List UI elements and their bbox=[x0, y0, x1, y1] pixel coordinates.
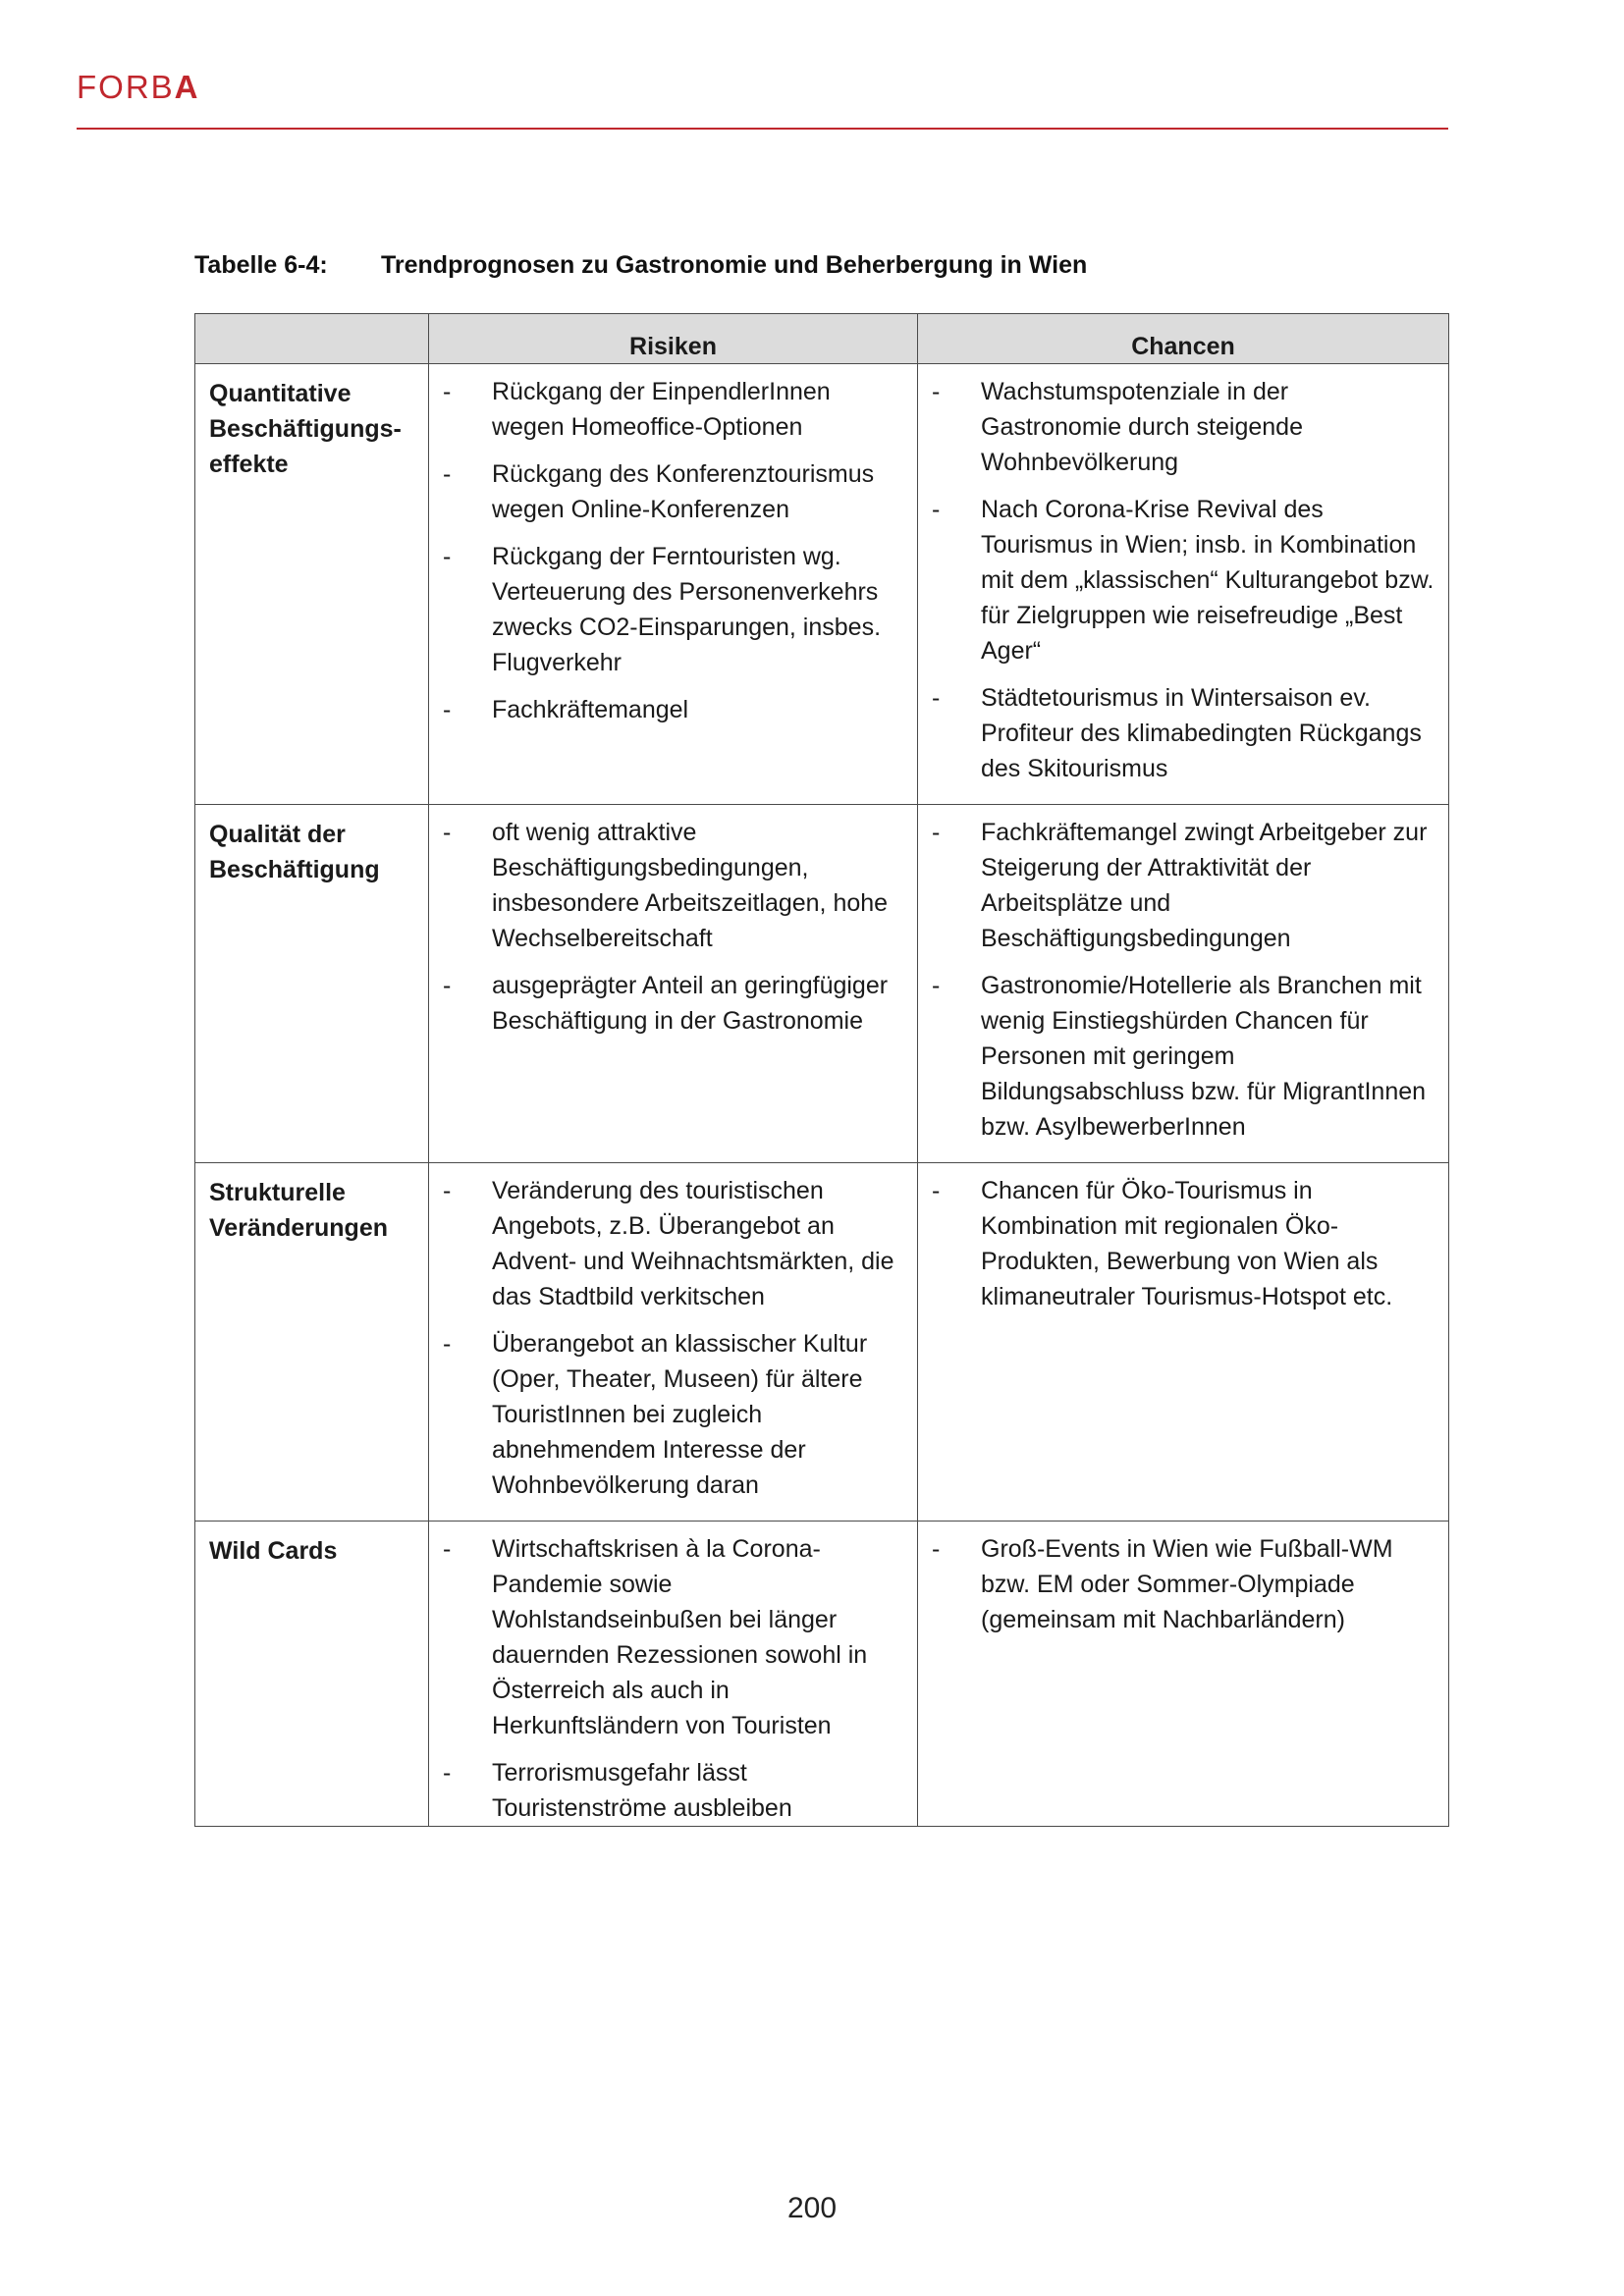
chance-item: - Nach Corona-Krise Revival des Tourismus in Wien; insb. in Kombination mit dem „klassischen“ Kulturangebot bzw. für Zielgruppen wie reisefreudige „Best Ager“ bbox=[932, 492, 1435, 668]
chance-item: - Fachkräftemangel zwingt Arbeitgeber zur Steigerung der Attraktivität der Arbeitsplätze und Beschäftigungsbedingungen bbox=[932, 815, 1435, 956]
risks-cell bbox=[429, 805, 918, 1163]
risk-item: - Fachkräftemangel bbox=[443, 692, 903, 727]
risk-item: - Wirtschaftskrisen à la Corona-Pandemie sowie Wohlstandseinbußen bei länger dauernden Rezessionen sowohl in Österreich als auch in Herkunftsländern von Touristen bbox=[443, 1531, 903, 1743]
table-row bbox=[195, 364, 1449, 805]
header-rule bbox=[77, 128, 1448, 130]
trend-table bbox=[194, 313, 1449, 1827]
row-label: Strukturelle Veränderungen bbox=[195, 1163, 429, 1522]
risk-item: - Terrorismusgefahr lässt Touristenströme ausbleiben bbox=[443, 1755, 903, 1826]
header-chancen: Chancen bbox=[918, 314, 1449, 364]
page-number: 200 bbox=[786, 2192, 838, 2224]
row-label: Wild Cards bbox=[195, 1522, 429, 1827]
chance-item: - Groß-Events in Wien wie Fußball-WM bzw. EM oder Sommer-Olympiade (gemeinsam mit Nachbarländern) bbox=[932, 1531, 1435, 1637]
forba-logo: FORBA bbox=[77, 69, 200, 105]
header-empty bbox=[195, 314, 429, 364]
table-caption bbox=[194, 251, 1087, 280]
risk-item: - Rückgang der EinpendlerInnen wegen Homeoffice-Optionen bbox=[443, 374, 903, 445]
chances-cell bbox=[918, 364, 1449, 805]
table-caption-label: Tabelle 6-4: bbox=[194, 251, 328, 279]
table-row bbox=[195, 805, 1449, 1163]
chance-item: - Wachstumspotenziale in der Gastronomie durch steigende Wohnbevölkerung bbox=[932, 374, 1435, 480]
row-label: Qualität der Beschäftigung bbox=[195, 805, 429, 1163]
risk-item: - Veränderung des touristischen Angebots, z.B. Überangebot an Advent- und Weihnachtsmärkten, die das Stadtbild verkitschen bbox=[443, 1173, 903, 1314]
chances-cell bbox=[918, 1163, 1449, 1522]
chance-item: - Städtetourismus in Wintersaison ev. Profiteur des klimabedingten Rückgangs des Skitourismus bbox=[932, 680, 1435, 786]
header-risiken: Risiken bbox=[429, 314, 918, 364]
table-row bbox=[195, 1163, 1449, 1522]
risk-item: - ausgeprägter Anteil an geringfügiger Beschäftigung in der Gastronomie bbox=[443, 968, 903, 1039]
risk-item: - Überangebot an klassischer Kultur (Oper, Theater, Museen) für ältere TouristInnen bei zugleich abnehmendem Interesse der Wohnbevölkerung daran bbox=[443, 1326, 903, 1503]
chance-item: - Chancen für Öko-Tourismus in Kombination mit regionalen Öko-Produkten, Bewerbung von Wien als klimaneutraler Tourismus-Hotspot etc. bbox=[932, 1173, 1435, 1314]
risks-cell bbox=[429, 1163, 918, 1522]
risk-item: - Rückgang des Konferenztourismus wegen Online-Konferenzen bbox=[443, 456, 903, 527]
chance-item: - Gastronomie/Hotellerie als Branchen mit wenig Einstiegshürden Chancen für Personen mit geringem Bildungsabschluss bzw. für MigrantInnen bzw. AsylbewerberInnen bbox=[932, 968, 1435, 1145]
risks-cell bbox=[429, 364, 918, 805]
risks-cell bbox=[429, 1522, 918, 1827]
row-label: Quantitative Beschäftigungs-effekte bbox=[195, 364, 429, 805]
risk-item: - oft wenig attraktive Beschäftigungsbedingungen, insbesondere Arbeitszeitlagen, hohe Wechselbereitschaft bbox=[443, 815, 903, 956]
chances-cell bbox=[918, 1522, 1449, 1827]
risk-item: - Rückgang der Ferntouristen wg. Verteuerung des Personenverkehrs zwecks CO2-Einsparungen, insbes. Flugverkehr bbox=[443, 539, 903, 680]
table-caption-title: Trendprognosen zu Gastronomie und Beherbergung in Wien bbox=[381, 251, 1088, 279]
chances-cell bbox=[918, 805, 1449, 1163]
table-row bbox=[195, 1522, 1449, 1827]
table-header-row bbox=[195, 314, 1449, 364]
